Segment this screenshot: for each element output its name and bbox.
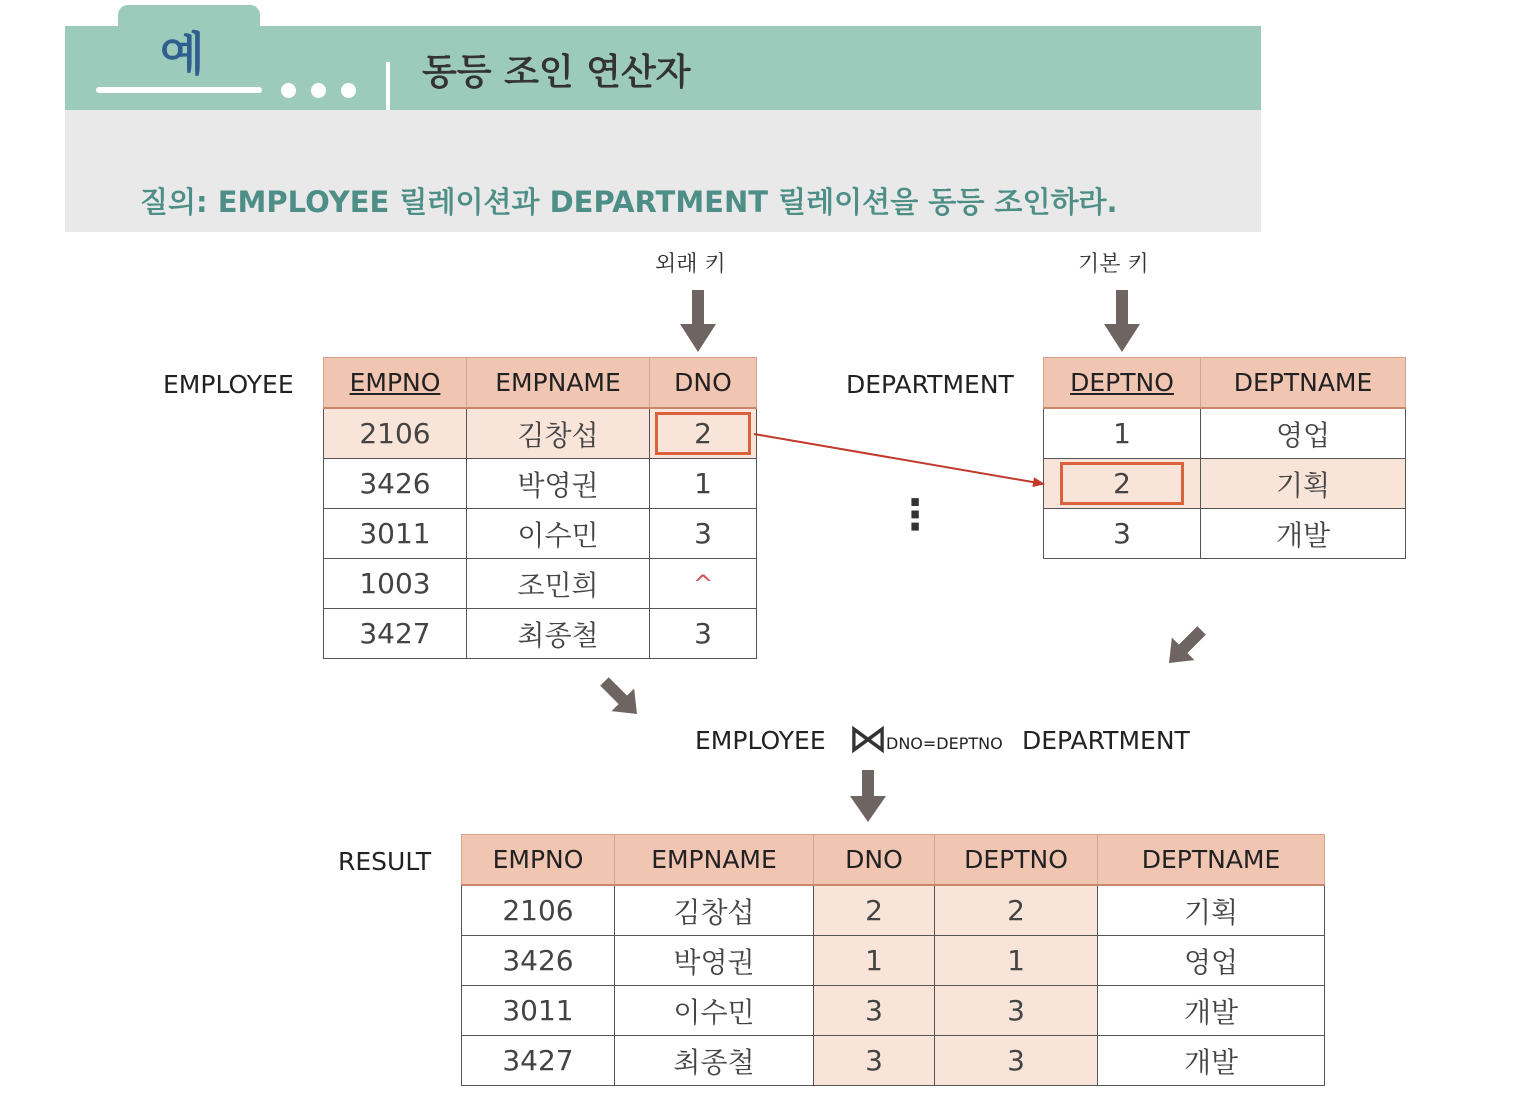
table-cell: 박영권 bbox=[615, 936, 814, 986]
column-header: DEPTNAME bbox=[1098, 835, 1325, 886]
expression-left: EMPLOYEE bbox=[695, 726, 826, 755]
table-cell: 3 bbox=[814, 986, 935, 1036]
table-cell: 3 bbox=[814, 1036, 935, 1086]
arrow-down-left-icon bbox=[1158, 619, 1213, 674]
table-cell: 1 bbox=[650, 459, 757, 509]
table-cell: 최종철 bbox=[467, 609, 650, 659]
table-cell: 3011 bbox=[324, 509, 467, 559]
table-cell: 2106 bbox=[462, 885, 615, 936]
table-cell: 기획 bbox=[1201, 459, 1406, 509]
table-cell: 영업 bbox=[1201, 408, 1406, 459]
table-cell: 3426 bbox=[324, 459, 467, 509]
table-cell: 3426 bbox=[462, 936, 615, 986]
table-cell: 3 bbox=[650, 609, 757, 659]
table-cell: 김창섭 bbox=[467, 408, 650, 459]
table-cell: 3 bbox=[1044, 509, 1201, 559]
vertical-dots: ⋮ bbox=[894, 490, 936, 539]
primary-key-label: 기본 키 bbox=[1078, 252, 1149, 277]
column-header: EMPNO bbox=[324, 358, 467, 409]
table-cell: 개발 bbox=[1201, 509, 1406, 559]
arrow-down-icon bbox=[1104, 290, 1140, 352]
table-cell: 1003 bbox=[324, 559, 467, 609]
column-header: DEPTNAME bbox=[1201, 358, 1406, 409]
table-cell: 이수민 bbox=[467, 509, 650, 559]
table-cell: 개발 bbox=[1098, 1036, 1325, 1086]
table-cell: 1 bbox=[935, 936, 1098, 986]
link-arrow bbox=[754, 434, 1044, 484]
table-cell: 2 bbox=[935, 885, 1098, 936]
table-cell: 개발 bbox=[1098, 986, 1325, 1036]
arrow-down-icon bbox=[680, 290, 716, 352]
table-cell: 조민희 bbox=[467, 559, 650, 609]
table-cell: 최종철 bbox=[615, 1036, 814, 1086]
expression-right: DEPARTMENT bbox=[1022, 726, 1190, 755]
column-header: DNO bbox=[650, 358, 757, 409]
table-cell: 3 bbox=[650, 509, 757, 559]
column-header: EMPNAME bbox=[467, 358, 650, 409]
table-cell: 1 bbox=[814, 936, 935, 986]
result-label: RESULT bbox=[338, 847, 432, 876]
table-cell: 3 bbox=[935, 986, 1098, 1036]
table-cell: 2 bbox=[814, 885, 935, 936]
column-header: DEPTNO bbox=[1044, 358, 1201, 409]
arrow-down-icon bbox=[850, 770, 886, 822]
column-header: EMPNAME bbox=[615, 835, 814, 886]
column-header: DNO bbox=[814, 835, 935, 886]
arrow-down-right-icon bbox=[593, 670, 648, 725]
page-title: 동등 조인 연산자 bbox=[422, 52, 691, 93]
null-value-cell: ^ bbox=[650, 559, 757, 609]
table-cell: 3 bbox=[935, 1036, 1098, 1086]
primary-key-highlight: 2 bbox=[1060, 462, 1184, 505]
table-cell: 기획 bbox=[1098, 885, 1325, 936]
table-cell: 영업 bbox=[1098, 936, 1325, 986]
table-cell: 3427 bbox=[324, 609, 467, 659]
join-symbol-icon: ⋈ bbox=[848, 716, 888, 762]
department-label: DEPARTMENT bbox=[846, 370, 1014, 399]
table-cell: 김창섭 bbox=[615, 885, 814, 936]
example-badge: 예 bbox=[160, 27, 204, 81]
table-cell: 2106 bbox=[324, 408, 467, 459]
table-cell: 박영권 bbox=[467, 459, 650, 509]
employee-label: EMPLOYEE bbox=[163, 370, 294, 399]
query-text: 질의: EMPLOYEE 릴레이션과 DEPARTMENT 릴레이션을 동등 조인하라. bbox=[140, 185, 1118, 219]
table-cell: 1 bbox=[1044, 408, 1201, 459]
foreign-key-label: 외래 키 bbox=[655, 252, 726, 277]
column-header: EMPNO bbox=[462, 835, 615, 886]
table-cell: 3011 bbox=[462, 986, 615, 1036]
table-cell: 이수민 bbox=[615, 986, 814, 1036]
foreign-key-highlight: 2 bbox=[655, 412, 751, 455]
table-cell: 3427 bbox=[462, 1036, 615, 1086]
column-header: DEPTNO bbox=[935, 835, 1098, 886]
join-condition: DNO=DEPTNO bbox=[886, 734, 1003, 753]
